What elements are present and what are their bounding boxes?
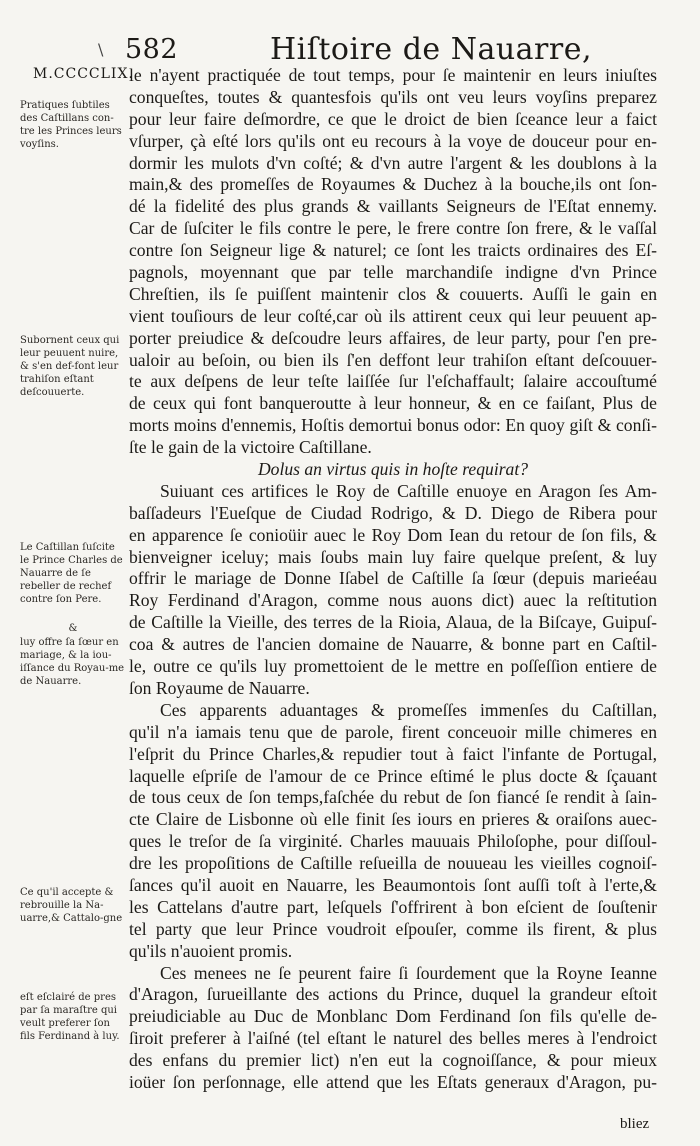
text-line: pagnols, moyennant que par telle marchandiſe indigne d'vn Prince: [129, 262, 657, 283]
text-line: le, outre ce qu'ils luy promettoient de le mettre en poſſeſſion entiere de: [129, 656, 657, 677]
text-line: ques le treſor de ſa virginité. Charles mauuais Philoſophe, pour diſſoul-: [129, 831, 657, 852]
text-line: ſiroit preferer à l'aiſné (tel eſtant le naturel des belles meres à l'endroict: [129, 1028, 657, 1049]
text-line: d'Aragon, ſurueillante des actions du Prince, duquel la grandeur eſtoit: [129, 984, 657, 1005]
page-number: 582: [125, 34, 179, 65]
text-line: pour leur faire deſmordre, ce que le droict de bien ſceance leur a faict: [129, 108, 657, 129]
running-title: Hiſtoire de Nauarre,: [270, 32, 593, 67]
marginal-note-6: Ce qu'il accepte & rebrouille la Na-uarre,& Cattalo-gne: [20, 887, 123, 924]
text-line: Chreſtien, ils ſe puiſſent maintenir clos & couuerts. Auſſi le gain en: [129, 283, 657, 304]
catchword: bliez: [620, 1116, 650, 1132]
text-line: bienveigner iceluy; mais ſoubs main luy faire quelque preſent, & luy: [129, 546, 657, 567]
text-line: offrir le mariage de Donne Iſabel de Caſtille ſa ſœur (depuis marieéau: [129, 568, 657, 589]
text-line: le n'ayent practiquée de tout temps, pour ſe maintenir en leurs iniuſtes: [129, 65, 657, 85]
text-line: qu'il n'a iamais tenu que de parole, firent conceuoir mille chimeres en: [129, 721, 657, 742]
text-line: Ces apparents aduantages & promeſſes immenſes du Caſtillan,: [160, 699, 657, 720]
text-line: porter preiudice & deſcoudre leurs affaires, de leur party, pour ſ'en pre-: [129, 327, 657, 348]
text-line: Ces menees ne ſe peurent faire ſi ſourdement que la Royne Ieanne: [160, 962, 657, 983]
text-line: vſurper, çà eſté lors qu'ils ont eu recours à la voye de douceur pour en-: [129, 130, 657, 151]
text-line: l'eſprit du Prince Charles,& repudier tout à faict l'infante de Portugal,: [129, 743, 657, 764]
text-line: qu'ils n'auoient promis.: [129, 940, 293, 961]
text-line: vient touſiours de leur coſté,car où ils attirent ceux qui leur peuuent ap-: [129, 305, 657, 326]
marginal-note-4: &: [68, 623, 78, 634]
text-line: des enfans du premier lict) n'en eut la cognoiſſance, & pour mieux: [129, 1050, 657, 1071]
text-line: dé la fidelité des plus grands & vaillants Seigneurs de l'Eſtat ennemy.: [129, 196, 657, 217]
text-line: ioüer ſon perſonnage, elle attend que les Eſtats generaux d'Aragon, pu-: [129, 1071, 657, 1092]
text-line: de Caſtille la Vieille, des terres de la Rioia, Alaua, de la Biſcaye, Guipuſ-: [129, 612, 657, 633]
text-line: main,& des promeſſes de Royaumes & Duchez à la bouche,ils ont ſon-: [129, 174, 657, 195]
text-line: dre les propoſitions de Caſtille reſueilla de nouueau les vieilles cognoiſ-: [129, 853, 657, 874]
year-marginal: M.CCCCLIX.: [33, 66, 134, 82]
text-line: Car de ſuſciter le fils contre le pere, le frere contre ſon frere, & le vaſſal: [129, 218, 657, 239]
text-line: Suiuant ces artifices le Roy de Caſtille enuoye en Aragon ſes Am-: [160, 480, 657, 501]
text-line: dormir les mulots d'vn coſté; & d'vn autre l'argent & les doublons à la: [129, 152, 657, 173]
text-line: cte Claire de Lisbonne où elle finit ſes iours en prieres & oraiſons auec-: [129, 809, 657, 830]
text-line: te aux deſpens de leur teſte laiſſée ſur l'eſchaffault; ſalaire accouſtumé: [129, 371, 657, 392]
header-mark: \: [98, 40, 104, 59]
text-line: ſances qu'il auoit en Nauarre, les Beaumontois ſont auſſi toſt à l'erte,&: [129, 874, 657, 895]
text-line: de ceux qui font banqueroutte à leur honneur, & en ce faiſant, Plus de: [129, 393, 657, 414]
text-line: Roy Ferdinand d'Aragon, comme nous auons dict) auec la reſtitution: [129, 590, 657, 611]
body-text: [129, 65, 657, 1094]
text-line: baſſadeurs l'Eueſque de Ciudad Rodrigo, & D. Diego de Ribera pour: [129, 502, 657, 523]
text-line: laquelle eſpriſe de l'amour de ce Prince eſtimé le plus docte & ſçauant: [129, 765, 657, 786]
text-line: en apparence ſe conioüir auec le Roy Dom Iean du retour de ſon fils, &: [129, 524, 657, 545]
marginal-note-7: eſt eſclairé de pres par ſa maraſtre qui veult preferer ſon fils Ferdinand à luy.: [20, 992, 120, 1042]
text-line: les Cattelans d'autre part, leſquels ſ'offrirent à bon eſcient de ſouſtenir: [129, 896, 657, 917]
latin-quote: Dolus an virtus quis in hoſte requirat?: [257, 459, 529, 480]
text-line: ualoir au beſoin, ou bien ils ſ'en deffont leur trahiſon eſtant deſcouuer-: [129, 349, 657, 370]
text-line: coa & autres de l'ancien domaine de Nauarre, & bonne part en Caſtil-: [129, 634, 657, 655]
text-line: ſon Royaume de Nauarre.: [129, 677, 310, 698]
text-line: de tous ceux de ſon temps,faſchée du rebut de ſon fiancé ſe rendit à ſain-: [129, 787, 657, 808]
marginal-note-1: Pratiques ſubtiles des Caſtillans con-tre les Princes leurs voyſins.: [20, 100, 122, 150]
marginal-note-5: luy offre ſa ſœur en mariage, & la iou-iſſance du Royau-me de Nauarre.: [20, 637, 125, 687]
marginal-note-3: Le Caſtillan ſuſcite le Prince Charles de Nauarre de ſe rebeller de rechef contre ſon Pere.: [20, 542, 123, 605]
text-line: morts moins d'ennemis, Hoſtis demortui bonus odor: En quoy giſt & conſi-: [129, 415, 657, 436]
marginal-note-2: Subornent ceux qui leur peuuent nuire, & s'en def-font leur trahiſon eſtant deſcouuerte.: [20, 335, 120, 398]
text-line: ſte le gain de la victoire Caſtillane.: [129, 437, 372, 458]
text-line: contre ſon Seigneur lige & naturel; ce ſont les traicts ordinaires des Eſ-: [129, 240, 657, 261]
text-line: preiudiciable au Duc de Monblanc Dom Ferdinand ſon fils qu'elle de-: [129, 1006, 657, 1027]
text-line: conqueſtes, toutes & quantesfois qu'ils ont veu leurs voyſins preparez: [129, 86, 657, 107]
text-line: tel party que leur Prince voudroit eſpouſer, comme ils firent, & plus: [129, 918, 657, 939]
page-header: [0, 18, 700, 68]
